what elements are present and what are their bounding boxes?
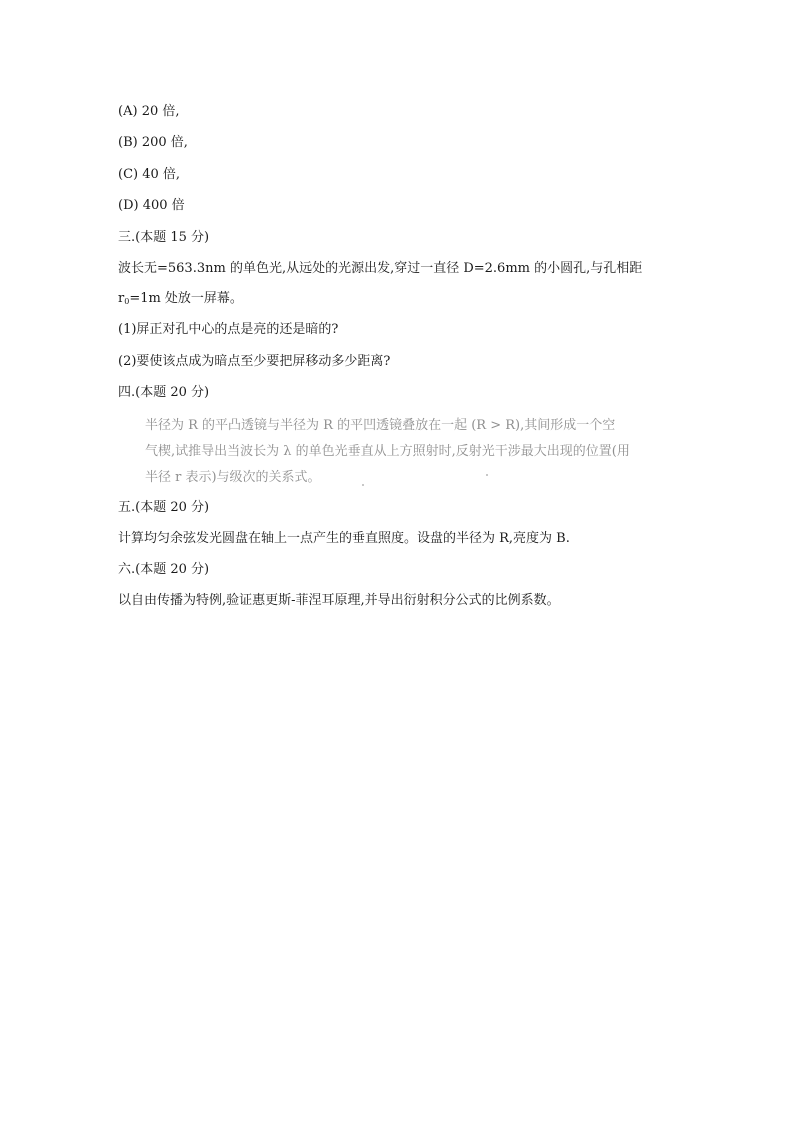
option-letter: (D) [118, 198, 139, 213]
option-letter: (B) [118, 135, 138, 150]
option-c [118, 166, 180, 184]
q3-body-line1: 波长无=563.3nm 的单色光,从远处的光源出发,穿过一直径 D=2.6mm 的小圆孔,与孔相距 [118, 261, 643, 276]
q4-image-line: 气楔,试推导出当波长为 λ 的单色光垂直从上方照射时,反射光干涉最大出现的位置(用 [145, 444, 630, 459]
q3-sub-question-1: (1)屏正对孔中心的点是亮的还是暗的? [118, 322, 339, 337]
option-text: 20 倍, [141, 104, 180, 119]
option-text: 200 倍, [141, 135, 188, 150]
q3-body-line2 [118, 290, 243, 311]
option-letter: (C) [118, 167, 139, 182]
option-d [118, 197, 185, 215]
q3-heading: 三.(本题 15 分) [118, 230, 210, 245]
distance-variable: r [118, 291, 125, 306]
distance-subscript: 0 [124, 297, 130, 306]
q6-heading: 六.(本题 20 分) [118, 562, 210, 577]
scan-speck [486, 474, 488, 476]
q4-pasted-image [140, 414, 660, 490]
option-letter: (A) [118, 104, 138, 119]
q3-body-line2-rest: =1m 处放一屏幕。 [129, 291, 243, 306]
q4-image-line: 半径 r 表示)与级次的关系式。 [145, 470, 321, 485]
option-text: 400 倍 [142, 198, 185, 213]
q4-heading: 四.(本题 20 分) [118, 385, 210, 400]
q3-sub-question-2: (2)要使该点成为暗点至少要把屏移动多少距离? [118, 354, 391, 369]
scan-speck [362, 484, 364, 486]
q5-heading: 五.(本题 20 分) [118, 500, 210, 515]
option-a [118, 103, 180, 121]
option-text: 40 倍, [142, 167, 181, 182]
q6-body: 以自由传播为特例,验证惠更斯-菲涅耳原理,并导出衍射积分公式的比例系数。 [118, 593, 560, 608]
option-b [118, 134, 188, 152]
q5-body: 计算均匀余弦发光圆盘在轴上一点产生的垂直照度。设盘的半径为 R,亮度为 B. [118, 531, 570, 546]
q4-image-line: 半径为 R 的平凸透镜与半径为 R 的平凹透镜叠放在一起 (R > R),其间形成一个空 [145, 418, 616, 433]
